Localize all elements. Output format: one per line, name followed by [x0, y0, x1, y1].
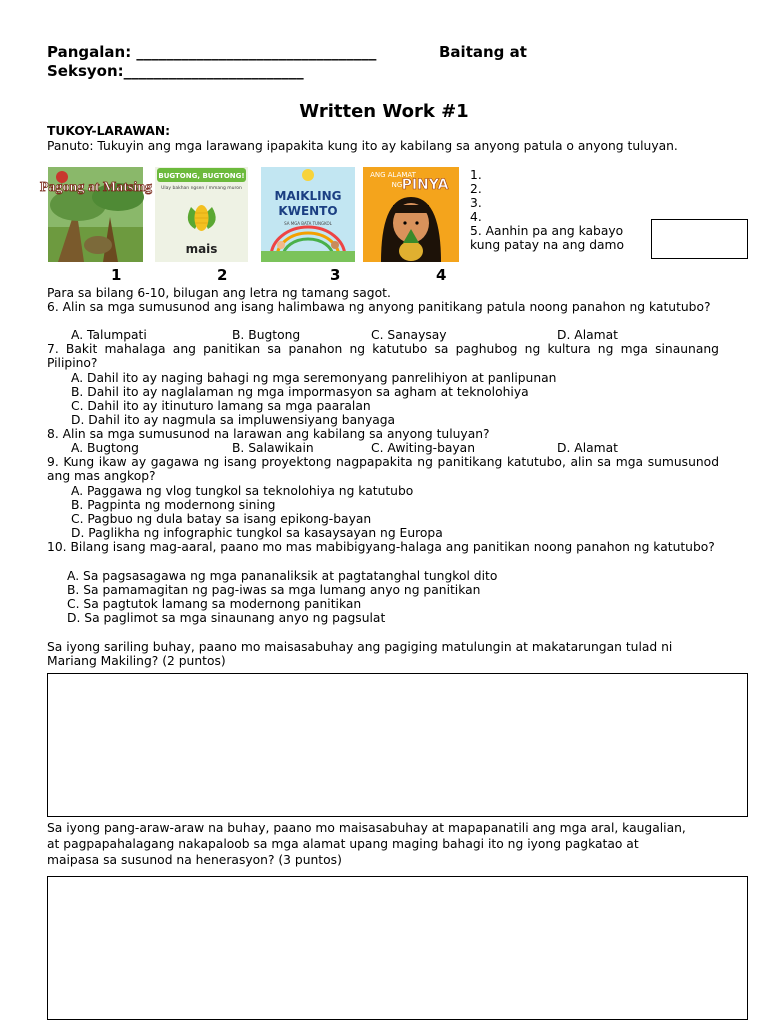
answer-line-3: 3.: [470, 196, 482, 210]
image-number-3: 3: [330, 266, 341, 284]
name-field-label: Pangalan: ________________________________: [47, 43, 377, 61]
answer-line-1: 1.: [470, 168, 482, 182]
q8-option-c[interactable]: C. Awiting-bayan: [371, 441, 476, 455]
item5-answer-box[interactable]: [651, 219, 748, 259]
question-8: 8. Alin sa mga sumusunod na larawan ang kabilang sa anyong tuluyan?: [47, 427, 490, 441]
q6-option-a[interactable]: A. Talumpati: [71, 328, 147, 342]
item5-line2: kung patay na ang damo: [470, 238, 625, 252]
image-number-4: 4: [436, 266, 447, 284]
q8-option-b[interactable]: B. Salawikain: [232, 441, 314, 455]
image-bugtong: [155, 167, 248, 262]
q8-option-a[interactable]: A. Bugtong: [71, 441, 139, 455]
q6-option-c[interactable]: C. Sanaysay: [371, 328, 447, 342]
q9-option-d[interactable]: D. Paglikha ng infographic tungkol sa kasaysayan ng Europa: [71, 526, 443, 540]
q10-option-a[interactable]: A. Sa pagsasagawa ng mga pananaliksik at pagtatanghal tungkol dito: [67, 569, 498, 583]
q10-option-d[interactable]: D. Sa paglimot sa mga sinaunang anyo ng pagsulat: [67, 611, 386, 625]
q8-option-d[interactable]: D. Alamat: [557, 441, 618, 455]
image-maikling-kwento: [261, 167, 355, 262]
part2-instruction: Para sa bilang 6-10, bilugan ang letra ng tamang sagot.: [47, 286, 391, 300]
image3-line2: KWENTO: [278, 204, 338, 218]
item5-line1: 5. Aanhin pa ang kabayo: [470, 224, 624, 238]
part1-instruction: Panuto: Tukuyin ang mga larawang ipapakita kung ito ay kabilang sa anyong patula o anyong tuluyan.: [47, 139, 678, 153]
q7-option-b[interactable]: B. Dahil ito ay naglalaman ng mga impormasyon sa agham at teknolohiya: [71, 385, 529, 399]
q6-option-b[interactable]: B. Bugtong: [232, 328, 301, 342]
essay1-line2: Mariang Makiling? (2 puntos): [47, 654, 226, 668]
image1-title: Pagong at Matsing: [40, 180, 152, 195]
q7-option-d[interactable]: D. Dahil ito ay nagmula sa impluwensiyang banyaga: [71, 413, 396, 427]
image4-line3: PINYA: [401, 177, 449, 193]
question-10: 10. Bilang isang mag-aaral, paano mo mas mabibigyang-halaga ang panitikan noong panahon ng katutubo?: [47, 540, 715, 554]
answer-line-2: 2.: [470, 182, 482, 196]
question-6: 6. Alin sa mga sumusunod ang isang halimbawa ng anyong panitikang patula noong panahon ng katutubo?: [47, 300, 711, 314]
q9-option-c[interactable]: C. Pagbuo ng dula batay sa isang epikong-bayan: [71, 512, 372, 526]
question-9: 9. Kung ikaw ay gagawa ng isang proyektong nagpapakita ng panitikang katutubo, alin sa mga sumusunod ang mas angkop?: [47, 455, 719, 483]
image4-line2: NG: [391, 181, 403, 189]
essay1-line1: Sa iyong sariling buhay, paano mo maisasabuhay ang pagiging matulungin at makatarungan tulad ni: [47, 640, 673, 654]
essay2-line1: Sa iyong pang-araw-araw na buhay, paano mo maisasabuhay at mapapanatili ang mga aral, kaugalian,: [47, 821, 686, 835]
image3-line1: MAIKLING: [274, 189, 342, 203]
image4-line1: ANG ALAMAT: [370, 171, 416, 179]
page-title: Written Work #1: [299, 101, 469, 122]
question-7: 7. Bakit mahalaga ang panitikan sa panahon ng katutubo sa paghubog ng kultura ng mga sinaunang Pilipino?: [47, 342, 719, 370]
q9-option-b[interactable]: B. Pagpinta ng modernong sining: [71, 498, 276, 512]
image2-banner: BUGTONG, BUGTONG!: [158, 172, 245, 180]
part1-heading: TUKOY-LARAWAN:: [47, 124, 171, 138]
grade-field-label: Baitang at: [439, 43, 527, 61]
q7-option-c[interactable]: C. Dahil ito ay itinuturo lamang sa mga paaralan: [71, 399, 371, 413]
q10-option-b[interactable]: B. Sa pamamagitan ng pag-iwas sa mga lumang anyo ng panitikan: [67, 583, 481, 597]
image-number-2: 2: [217, 266, 228, 284]
q9-option-a[interactable]: A. Paggawa ng vlog tungkol sa teknolohiya ng katutubo: [71, 484, 414, 498]
image2-caption: mais: [185, 242, 218, 256]
answer-line-4: 4.: [470, 210, 482, 224]
image-number-1: 1: [111, 266, 122, 284]
image-pagong-at-matsing: [40, 167, 152, 262]
q6-option-d[interactable]: D. Alamat: [557, 328, 618, 342]
image-alamat-ng-pinya: [363, 167, 459, 262]
essay2-answer-box[interactable]: [47, 876, 748, 1020]
q10-option-c[interactable]: C. Sa pagtutok lamang sa modernong panitikan: [67, 597, 362, 611]
essay1-answer-box[interactable]: [47, 673, 748, 817]
essay2-line3: maipasa sa susunod na henerasyon? (3 puntos): [47, 853, 342, 867]
image2-subtitle: Ulay bakhan ngsen / mmang muron: [161, 186, 242, 191]
q7-option-a[interactable]: A. Dahil ito ay naging bahagi ng mga seremonyang panrelihiyon at panlipunan: [71, 371, 557, 385]
essay2-line2: at pagpapahalagang nakapaloob sa mga alamat upang maging bahagi ito ng iyong pagkatao at: [47, 837, 639, 851]
image3-subtitle: SA MGA BATA TUNGKOL: [284, 221, 332, 226]
section-field-label: Seksyon:________________________: [47, 62, 304, 80]
